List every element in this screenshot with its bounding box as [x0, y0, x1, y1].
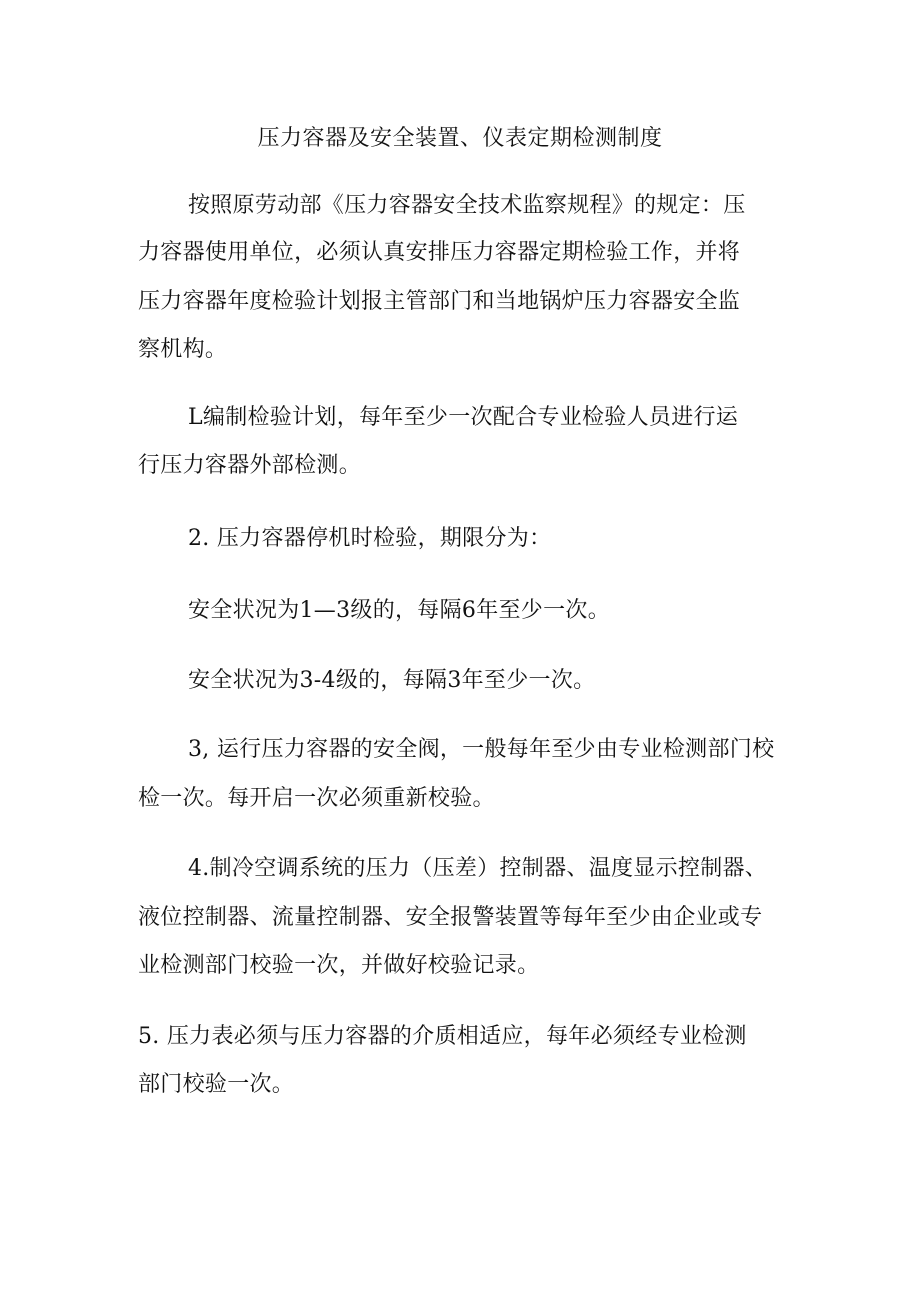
paragraph-3-line-1: 2. 压力容器停机时检验，期限分为： — [188, 526, 552, 551]
paragraph-1-line-3: 压力容器年度检验计划报主管部门和当地锅炉压力容器安全监 — [138, 289, 741, 314]
paragraph-1-line-4: 察机构。 — [138, 337, 228, 362]
paragraph-6-line-2: 检一次。每开启一次必须重新校验。 — [138, 786, 495, 811]
paragraph-1-line-1: 按照原劳动部《压力容器安全技术监察规程》的规定：压 — [188, 193, 746, 218]
paragraph-8-line-1: 5. 压力表必须与压力容器的介质相适应，每年必须经专业检测 — [138, 1024, 747, 1049]
paragraph-1-line-2: 力容器使用单位，必须认真安排压力容器定期检验工作，并将 — [138, 240, 741, 265]
paragraph-5-line-1: 安全状况为3-4级的，每隔3年至少一次。 — [188, 668, 596, 693]
document-title: 压力容器及安全装置、仪表定期检测制度 — [257, 126, 663, 151]
paragraph-8-line-2: 部门校验一次。 — [138, 1072, 295, 1097]
paragraph-2-line-2: 行压力容器外部检测。 — [138, 453, 362, 478]
paragraph-7-line-1: 4.制冷空调系统的压力（压差）控制器、温度显示控制器、 — [188, 856, 768, 881]
paragraph-4-line-1: 安全状况为1—3级的，每隔6年至少一次。 — [188, 598, 610, 623]
paragraph-7-line-3: 业检测部门校验一次，并做好校验记录。 — [138, 953, 540, 978]
paragraph-6-line-1: 3, 运行压力容器的安全阀，一般每年至少由专业检测部门校 — [188, 737, 775, 762]
paragraph-2-line-1: L编制检验计划，每年至少一次配合专业检验人员进行运 — [188, 405, 739, 430]
paragraph-7-line-2: 液位控制器、流量控制器、安全报警装置等每年至少由企业或专 — [138, 905, 763, 930]
